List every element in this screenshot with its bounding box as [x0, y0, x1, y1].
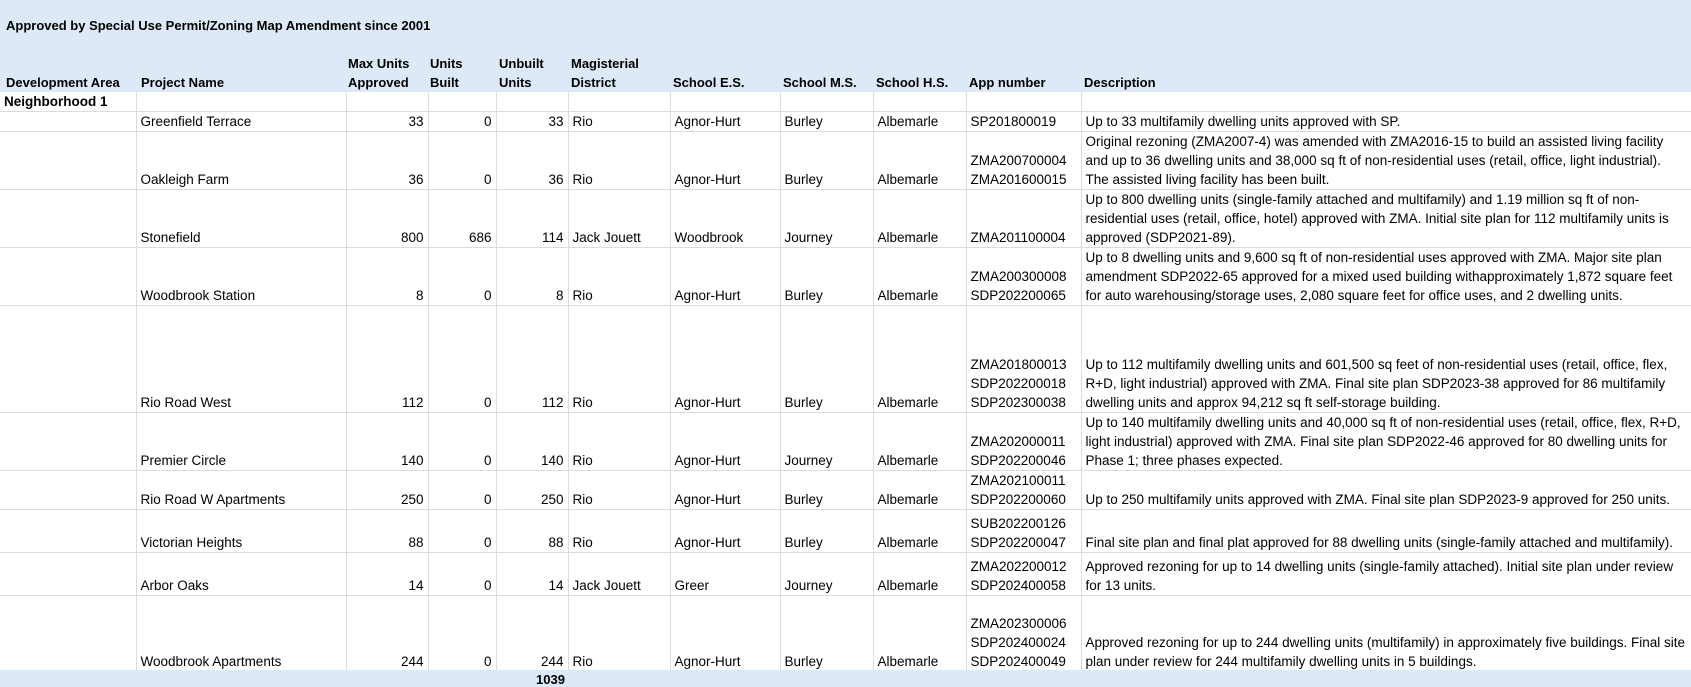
school-ms-cell[interactable]: Burley — [780, 132, 873, 190]
description-cell[interactable]: Final site plan and final plat approved for 88 dwelling units (single-family attached and multifamily). — [1081, 510, 1691, 553]
unbuilt-units-cell[interactable]: 88 — [496, 510, 568, 553]
header-max-units-line2[interactable]: Approved — [348, 75, 409, 90]
unbuilt-units-cell[interactable]: 36 — [496, 132, 568, 190]
district-cell[interactable]: Rio — [568, 132, 670, 190]
project-name-cell[interactable]: Woodbrook Apartments — [136, 596, 346, 672]
empty-cell[interactable] — [568, 92, 670, 112]
app-number: SUB202200126 — [970, 516, 1066, 531]
district-cell[interactable]: Rio — [568, 596, 670, 672]
table-row — [0, 132, 1691, 190]
max-units-cell[interactable]: 88 — [346, 510, 428, 553]
school-hs-cell[interactable]: Albemarle — [873, 596, 966, 672]
description-cell[interactable]: Up to 8 dwelling units and 9,600 sq ft of non-residential uses approved with ZMA. Major site plan amendment SDP2022-65 approved for a mixed used building withapproximately 1,872 square feet for auto warehousing/storage uses, 2,080 square feet for office uses, and 2 dwelling units. — [1081, 248, 1691, 306]
area-row — [0, 92, 1691, 112]
district-cell[interactable]: Jack Jouett — [568, 553, 670, 596]
school-ms-cell[interactable]: Burley — [780, 306, 873, 413]
project-name-cell[interactable]: Woodbrook Station — [136, 248, 346, 306]
app-number: ZMA200300008 — [970, 269, 1067, 284]
units-built-cell[interactable]: 0 — [428, 510, 496, 553]
app-number: ZMA202300006 — [970, 616, 1067, 631]
app-number-cell[interactable] — [966, 413, 1081, 471]
total-band — [0, 670, 1691, 687]
description-cell[interactable]: Up to 112 multifamily dwelling units and 601,500 sq feet of non-residential uses (retail, office, flex, R+D, light industrial) approved with ZMA. Final site plan SDP2023-38 approved for 86 multifamily dwelling units and approx 94,212 sq ft self-storage building. — [1081, 306, 1691, 413]
app-number: ZMA202200012 — [970, 559, 1067, 574]
app-number: ZMA202100011 — [970, 473, 1066, 488]
unbuilt-units-cell[interactable]: 244 — [496, 596, 568, 672]
app-number: SDP202200047 — [970, 535, 1066, 550]
max-units-cell[interactable]: 250 — [346, 471, 428, 510]
header-unbuilt-units-line2[interactable]: Units — [499, 75, 532, 90]
app-number-cell[interactable] — [966, 190, 1081, 248]
units-built-cell[interactable]: 0 — [428, 553, 496, 596]
school-es-cell[interactable]: Agnor-Hurt — [670, 413, 780, 471]
empty-cell[interactable] — [0, 132, 136, 190]
empty-cell[interactable] — [0, 471, 136, 510]
district-cell[interactable]: Rio — [568, 248, 670, 306]
school-ms-cell[interactable]: Burley — [780, 248, 873, 306]
max-units-cell[interactable]: 33 — [346, 112, 428, 132]
empty-cell[interactable] — [136, 92, 346, 112]
description-cell[interactable]: Up to 250 multifamily units approved with ZMA. Final site plan SDP2023-9 approved for 250 units. — [1081, 471, 1691, 510]
unbuilt-units-cell[interactable]: 112 — [496, 306, 568, 413]
units-built-cell[interactable]: 0 — [428, 596, 496, 672]
sheet-title: Approved by Special Use Permit/Zoning Map Amendment since 2001 — [6, 18, 431, 33]
school-es-cell[interactable]: Agnor-Hurt — [670, 510, 780, 553]
total-unbuilt-cell[interactable]: 1039 — [536, 672, 565, 687]
header-project-name[interactable]: Project Name — [141, 75, 225, 90]
empty-cell[interactable] — [428, 92, 496, 112]
project-name-cell[interactable]: Oakleigh Farm — [136, 132, 346, 190]
district-cell[interactable]: Jack Jouett — [568, 190, 670, 248]
empty-cell[interactable] — [0, 306, 136, 413]
app-number-cell[interactable] — [966, 510, 1081, 553]
description-cell[interactable]: Up to 33 multifamily dwelling units approved with SP. — [1081, 112, 1691, 132]
description-cell[interactable]: Up to 140 multifamily dwelling units and 40,000 sq ft of non-residential uses (retail, office, flex, R+D, light industrial) approved with ZMA. Final site plan SDP2022-46 approved for 80 dwelling units for Phase 1; three phases expected. — [1081, 413, 1691, 471]
description-cell[interactable]: Original rezoning (ZMA2007-4) was amended with ZMA2016-15 to build an assisted living facility and up to 36 dwelling units and 38,000 sq ft of non-residential uses (retail, office, light industrial). The assisted living facility has been built. — [1081, 132, 1691, 190]
app-number: SDP202200060 — [970, 492, 1066, 507]
district-cell[interactable]: Rio — [568, 510, 670, 553]
unbuilt-units-cell[interactable]: 14 — [496, 553, 568, 596]
school-es-cell[interactable]: Agnor-Hurt — [670, 471, 780, 510]
max-units-cell[interactable]: 244 — [346, 596, 428, 672]
school-hs-cell[interactable]: Albemarle — [873, 471, 966, 510]
project-name-cell[interactable]: Premier Circle — [136, 413, 346, 471]
empty-cell[interactable] — [0, 112, 136, 132]
development-area-cell[interactable]: Neighborhood 1 — [0, 92, 136, 112]
units-built-cell[interactable]: 0 — [428, 306, 496, 413]
header-district-line1[interactable]: Magisterial — [571, 56, 639, 71]
app-number-cell[interactable] — [966, 112, 1081, 132]
app-number-cell[interactable] — [966, 248, 1081, 306]
school-ms-cell[interactable]: Journey — [780, 413, 873, 471]
app-number-cell[interactable] — [966, 553, 1081, 596]
table-row — [0, 471, 1691, 510]
school-ms-cell[interactable]: Burley — [780, 471, 873, 510]
school-hs-cell[interactable]: Albemarle — [873, 132, 966, 190]
school-hs-cell[interactable]: Albemarle — [873, 413, 966, 471]
school-es-cell[interactable]: Agnor-Hurt — [670, 306, 780, 413]
unbuilt-units-cell[interactable]: 250 — [496, 471, 568, 510]
project-name-cell[interactable]: Stonefield — [136, 190, 346, 248]
empty-cell[interactable] — [0, 553, 136, 596]
app-number: SDP202400049 — [970, 654, 1066, 669]
app-number: ZMA201100004 — [970, 230, 1066, 245]
unbuilt-units-cell[interactable]: 33 — [496, 112, 568, 132]
app-number: SDP202200046 — [970, 453, 1066, 468]
description-cell[interactable]: Approved rezoning for up to 14 dwelling units (single-family attached). Initial site plan under review for 13 units. — [1081, 553, 1691, 596]
app-number-cell[interactable] — [966, 471, 1081, 510]
empty-cell[interactable] — [0, 510, 136, 553]
table-row — [0, 306, 1691, 413]
description-cell[interactable]: Approved rezoning for up to 244 dwelling units (multifamily) in approximately five buildings. Final site plan under review for 244 multifamily dwelling units in 5 buildings. — [1081, 596, 1691, 672]
school-ms-cell[interactable]: Burley — [780, 596, 873, 672]
app-number: SDP202400024 — [970, 635, 1066, 650]
header-units-built-line1[interactable]: Units — [430, 56, 463, 71]
max-units-cell[interactable]: 14 — [346, 553, 428, 596]
school-es-cell[interactable]: Agnor-Hurt — [670, 132, 780, 190]
empty-cell[interactable] — [670, 92, 780, 112]
school-es-cell[interactable]: Agnor-Hurt — [670, 112, 780, 132]
district-cell[interactable]: Rio — [568, 413, 670, 471]
units-built-cell[interactable]: 0 — [428, 112, 496, 132]
unbuilt-units-cell[interactable]: 114 — [496, 190, 568, 248]
max-units-cell[interactable]: 140 — [346, 413, 428, 471]
app-number-cell[interactable] — [966, 132, 1081, 190]
table-row — [0, 112, 1691, 132]
app-number: ZMA200700004 — [970, 153, 1067, 168]
app-number: SP201800019 — [970, 114, 1057, 129]
school-hs-cell[interactable]: Albemarle — [873, 553, 966, 596]
header-units-built-line2[interactable]: Built — [430, 75, 459, 90]
district-cell[interactable]: Rio — [568, 471, 670, 510]
app-number: ZMA201600015 — [970, 172, 1067, 187]
school-hs-cell[interactable]: Albemarle — [873, 306, 966, 413]
units-built-cell[interactable]: 0 — [428, 132, 496, 190]
app-number-cell[interactable] — [966, 306, 1081, 413]
header-school-hs[interactable]: School H.S. — [876, 75, 949, 90]
max-units-cell[interactable]: 36 — [346, 132, 428, 190]
app-number: ZMA202000011 — [970, 434, 1066, 449]
school-es-cell[interactable]: Agnor-Hurt — [670, 596, 780, 672]
app-number: SDP202200065 — [970, 288, 1066, 303]
school-ms-cell[interactable]: Burley — [780, 112, 873, 132]
app-number: SDP202200018 — [970, 376, 1066, 391]
school-es-cell[interactable]: Greer — [670, 553, 780, 596]
app-number: ZMA201800013 — [970, 357, 1067, 372]
school-ms-cell[interactable]: Burley — [780, 510, 873, 553]
school-ms-cell[interactable]: Journey — [780, 553, 873, 596]
school-hs-cell[interactable]: Albemarle — [873, 112, 966, 132]
table-row — [0, 248, 1691, 306]
units-built-cell[interactable]: 0 — [428, 471, 496, 510]
project-name-cell[interactable]: Greenfield Terrace — [136, 112, 346, 132]
projects-table — [0, 92, 1691, 672]
max-units-cell[interactable]: 800 — [346, 190, 428, 248]
app-number-cell[interactable] — [966, 596, 1081, 672]
app-number: SDP202400058 — [970, 578, 1066, 593]
school-ms-cell[interactable]: Journey — [780, 190, 873, 248]
school-hs-cell[interactable]: Albemarle — [873, 510, 966, 553]
project-name-cell[interactable]: Rio Road West — [136, 306, 346, 413]
max-units-cell[interactable]: 8 — [346, 248, 428, 306]
header-unbuilt-units-line1[interactable]: Unbuilt — [499, 56, 544, 71]
empty-cell[interactable] — [873, 92, 966, 112]
header-app-number[interactable]: App number — [969, 75, 1046, 90]
project-name-cell[interactable]: Arbor Oaks — [136, 553, 346, 596]
header-school-ms[interactable]: School M.S. — [783, 75, 857, 90]
school-hs-cell[interactable]: Albemarle — [873, 248, 966, 306]
table-row — [0, 553, 1691, 596]
district-cell[interactable]: Rio — [568, 112, 670, 132]
project-name-cell[interactable]: Rio Road W Apartments — [136, 471, 346, 510]
header-district-line2[interactable]: District — [571, 75, 616, 90]
table-row — [0, 596, 1691, 672]
district-cell[interactable]: Rio — [568, 306, 670, 413]
school-es-cell[interactable]: Agnor-Hurt — [670, 248, 780, 306]
empty-cell[interactable] — [0, 413, 136, 471]
description-cell[interactable]: Up to 800 dwelling units (single-family attached and multifamily) and 1.19 million sq ft of non-residential uses (retail, office, hotel) approved with ZMA. Initial site plan for 112 multifamily units is approved (SDP2021-89). — [1081, 190, 1691, 248]
empty-cell[interactable] — [1081, 92, 1691, 112]
max-units-cell[interactable]: 112 — [346, 306, 428, 413]
unbuilt-units-cell[interactable]: 140 — [496, 413, 568, 471]
units-built-cell[interactable]: 0 — [428, 248, 496, 306]
empty-cell[interactable] — [496, 92, 568, 112]
app-number: SDP202300038 — [970, 395, 1066, 410]
school-es-cell[interactable]: Woodbrook — [670, 190, 780, 248]
header-description[interactable]: Description — [1084, 75, 1156, 90]
empty-cell[interactable] — [0, 596, 136, 672]
school-hs-cell[interactable]: Albemarle — [873, 190, 966, 248]
empty-cell[interactable] — [0, 190, 136, 248]
header-school-es[interactable]: School E.S. — [673, 75, 745, 90]
table-row — [0, 190, 1691, 248]
empty-cell[interactable] — [780, 92, 873, 112]
unbuilt-units-cell[interactable]: 8 — [496, 248, 568, 306]
project-name-cell[interactable]: Victorian Heights — [136, 510, 346, 553]
units-built-cell[interactable]: 686 — [428, 190, 496, 248]
units-built-cell[interactable]: 0 — [428, 413, 496, 471]
empty-cell[interactable] — [0, 248, 136, 306]
empty-cell[interactable] — [346, 92, 428, 112]
header-max-units-line1[interactable]: Max Units — [348, 56, 410, 71]
empty-cell[interactable] — [966, 92, 1081, 112]
table-row — [0, 413, 1691, 471]
header-development-area[interactable]: Development Area — [6, 75, 120, 90]
table-row — [0, 510, 1691, 553]
